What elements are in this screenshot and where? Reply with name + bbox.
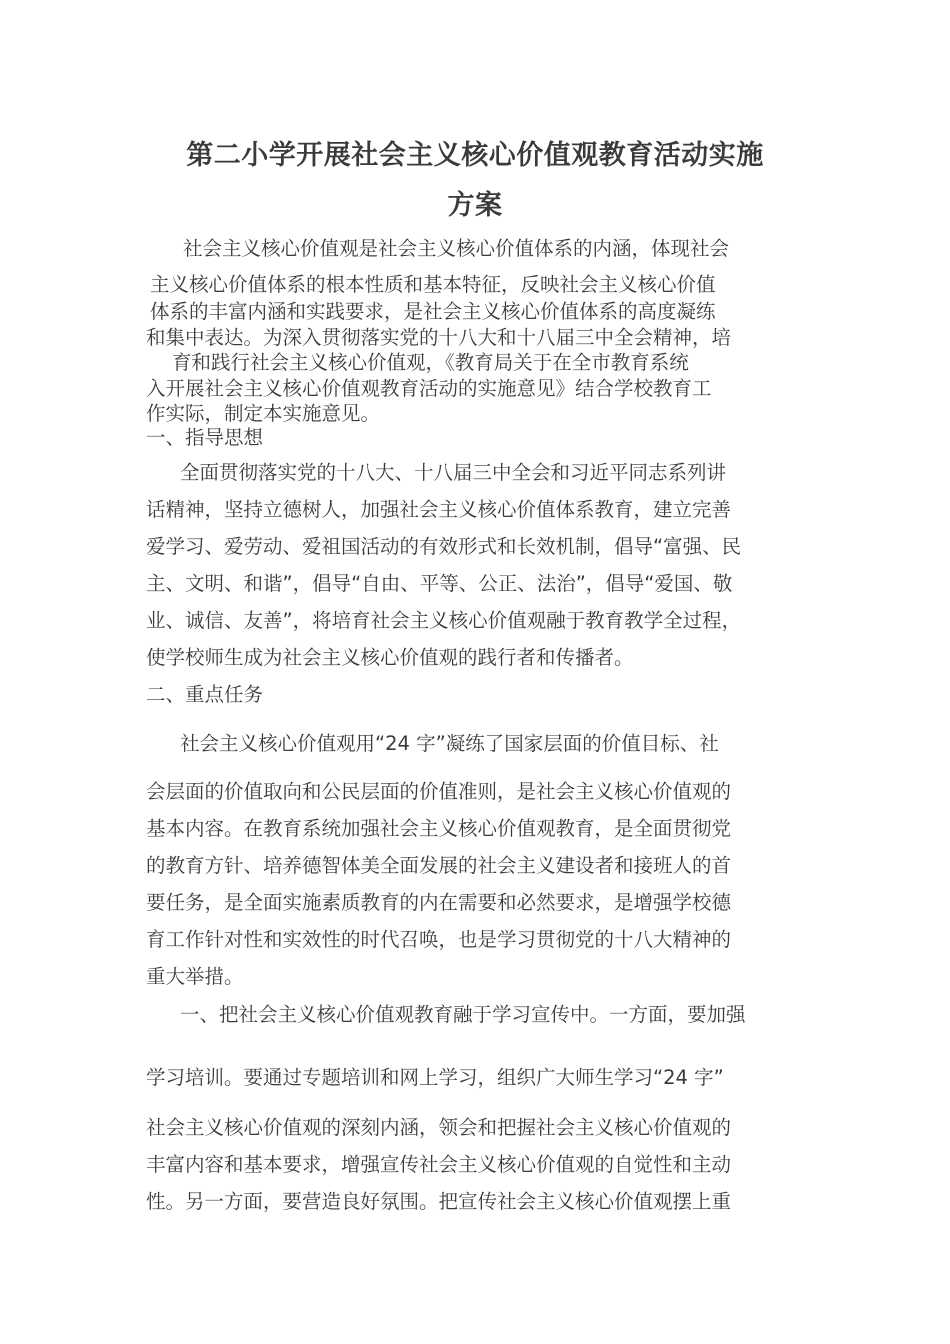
intro-line: 和集中表达。为深入贯彻落实党的十八大和十八届三中全会精神，培 xyxy=(146,326,732,349)
body-line: 话精神，坚持立德树人，加强社会主义核心价值体系教育，建立完善 xyxy=(146,498,732,521)
section-heading: 二、重点任务 xyxy=(146,683,264,706)
intro-line: 社会主义核心价值观是社会主义核心价值体系的内涵，体现社会 xyxy=(183,237,730,260)
body-line: 爱学习、爱劳动、爱祖国活动的有效形式和长效机制，倡导“富强、民 xyxy=(146,535,742,558)
body-line: 性。另一方面，要营造良好氛围。把宣传社会主义核心价值观摆上重 xyxy=(146,1190,732,1213)
body-line: 全面贯彻落实党的十八大、十八届三中全会和习近平同志系列讲 xyxy=(180,461,727,484)
body-line: 社会主义核心价值观用“24 字”凝练了国家层面的价值目标、社 xyxy=(180,732,719,755)
section-heading: 一、指导思想 xyxy=(146,426,264,449)
document-title-line-1: 第二小学开展社会主义核心价值观教育活动实施 xyxy=(186,140,764,171)
body-line: 丰富内容和基本要求，增强宣传社会主义核心价值观的自觉性和主动 xyxy=(146,1153,732,1176)
body-line: 的教育方针、培养德智体美全面发展的社会主义建设者和接班人的首 xyxy=(146,854,732,877)
body-line: 重大举措。 xyxy=(146,965,244,988)
body-line: 学习培训。要通过专题培训和网上学习，组织广大师生学习“24 字” xyxy=(146,1066,724,1089)
body-line: 主、文明、和谐”，倡导“自由、平等、公正、法治”，倡导“爱国、敬 xyxy=(146,572,733,595)
intro-line: 体系的丰富内涵和实践要求，是社会主义核心价值体系的高度凝练 xyxy=(150,300,716,323)
intro-line: 入开展社会主义核心价值观教育活动的实施意见》结合学校教育工 xyxy=(146,377,712,400)
intro-line: 作实际，制定本实施意见。 xyxy=(146,402,381,425)
body-line: 基本内容。在教育系统加强社会主义核心价值观教育，是全面贯彻党 xyxy=(146,817,732,840)
intro-line: 主义核心价值体系的根本性质和基本特征，反映社会主义核心价值 xyxy=(150,273,716,296)
body-line: 会层面的价值取向和公民层面的价值准则，是社会主义核心价值观的 xyxy=(146,780,732,803)
body-line: 使学校师生成为社会主义核心价值观的践行者和传播者。 xyxy=(146,646,634,669)
body-line: 一、把社会主义核心价值观教育融于学习宣传中。一方面，要加强 xyxy=(180,1003,746,1026)
body-line: 业、诚信、友善”，将培育社会主义核心价值观融于教育教学全过程， xyxy=(146,609,742,632)
body-line: 要任务，是全面实施素质教育的内在需要和必然要求，是增强学校德 xyxy=(146,891,732,914)
document-title-line-2: 方案 xyxy=(447,190,503,221)
intro-line: 育和践行社会主义核心价值观，《教育局关于在全市教育系统 xyxy=(172,351,689,374)
body-line: 育工作针对性和实效性的时代召唤，也是学习贯彻党的十八大精神的 xyxy=(146,928,732,951)
body-line: 社会主义核心价值观的深刻内涵，领会和把握社会主义核心价值观的 xyxy=(146,1116,732,1139)
